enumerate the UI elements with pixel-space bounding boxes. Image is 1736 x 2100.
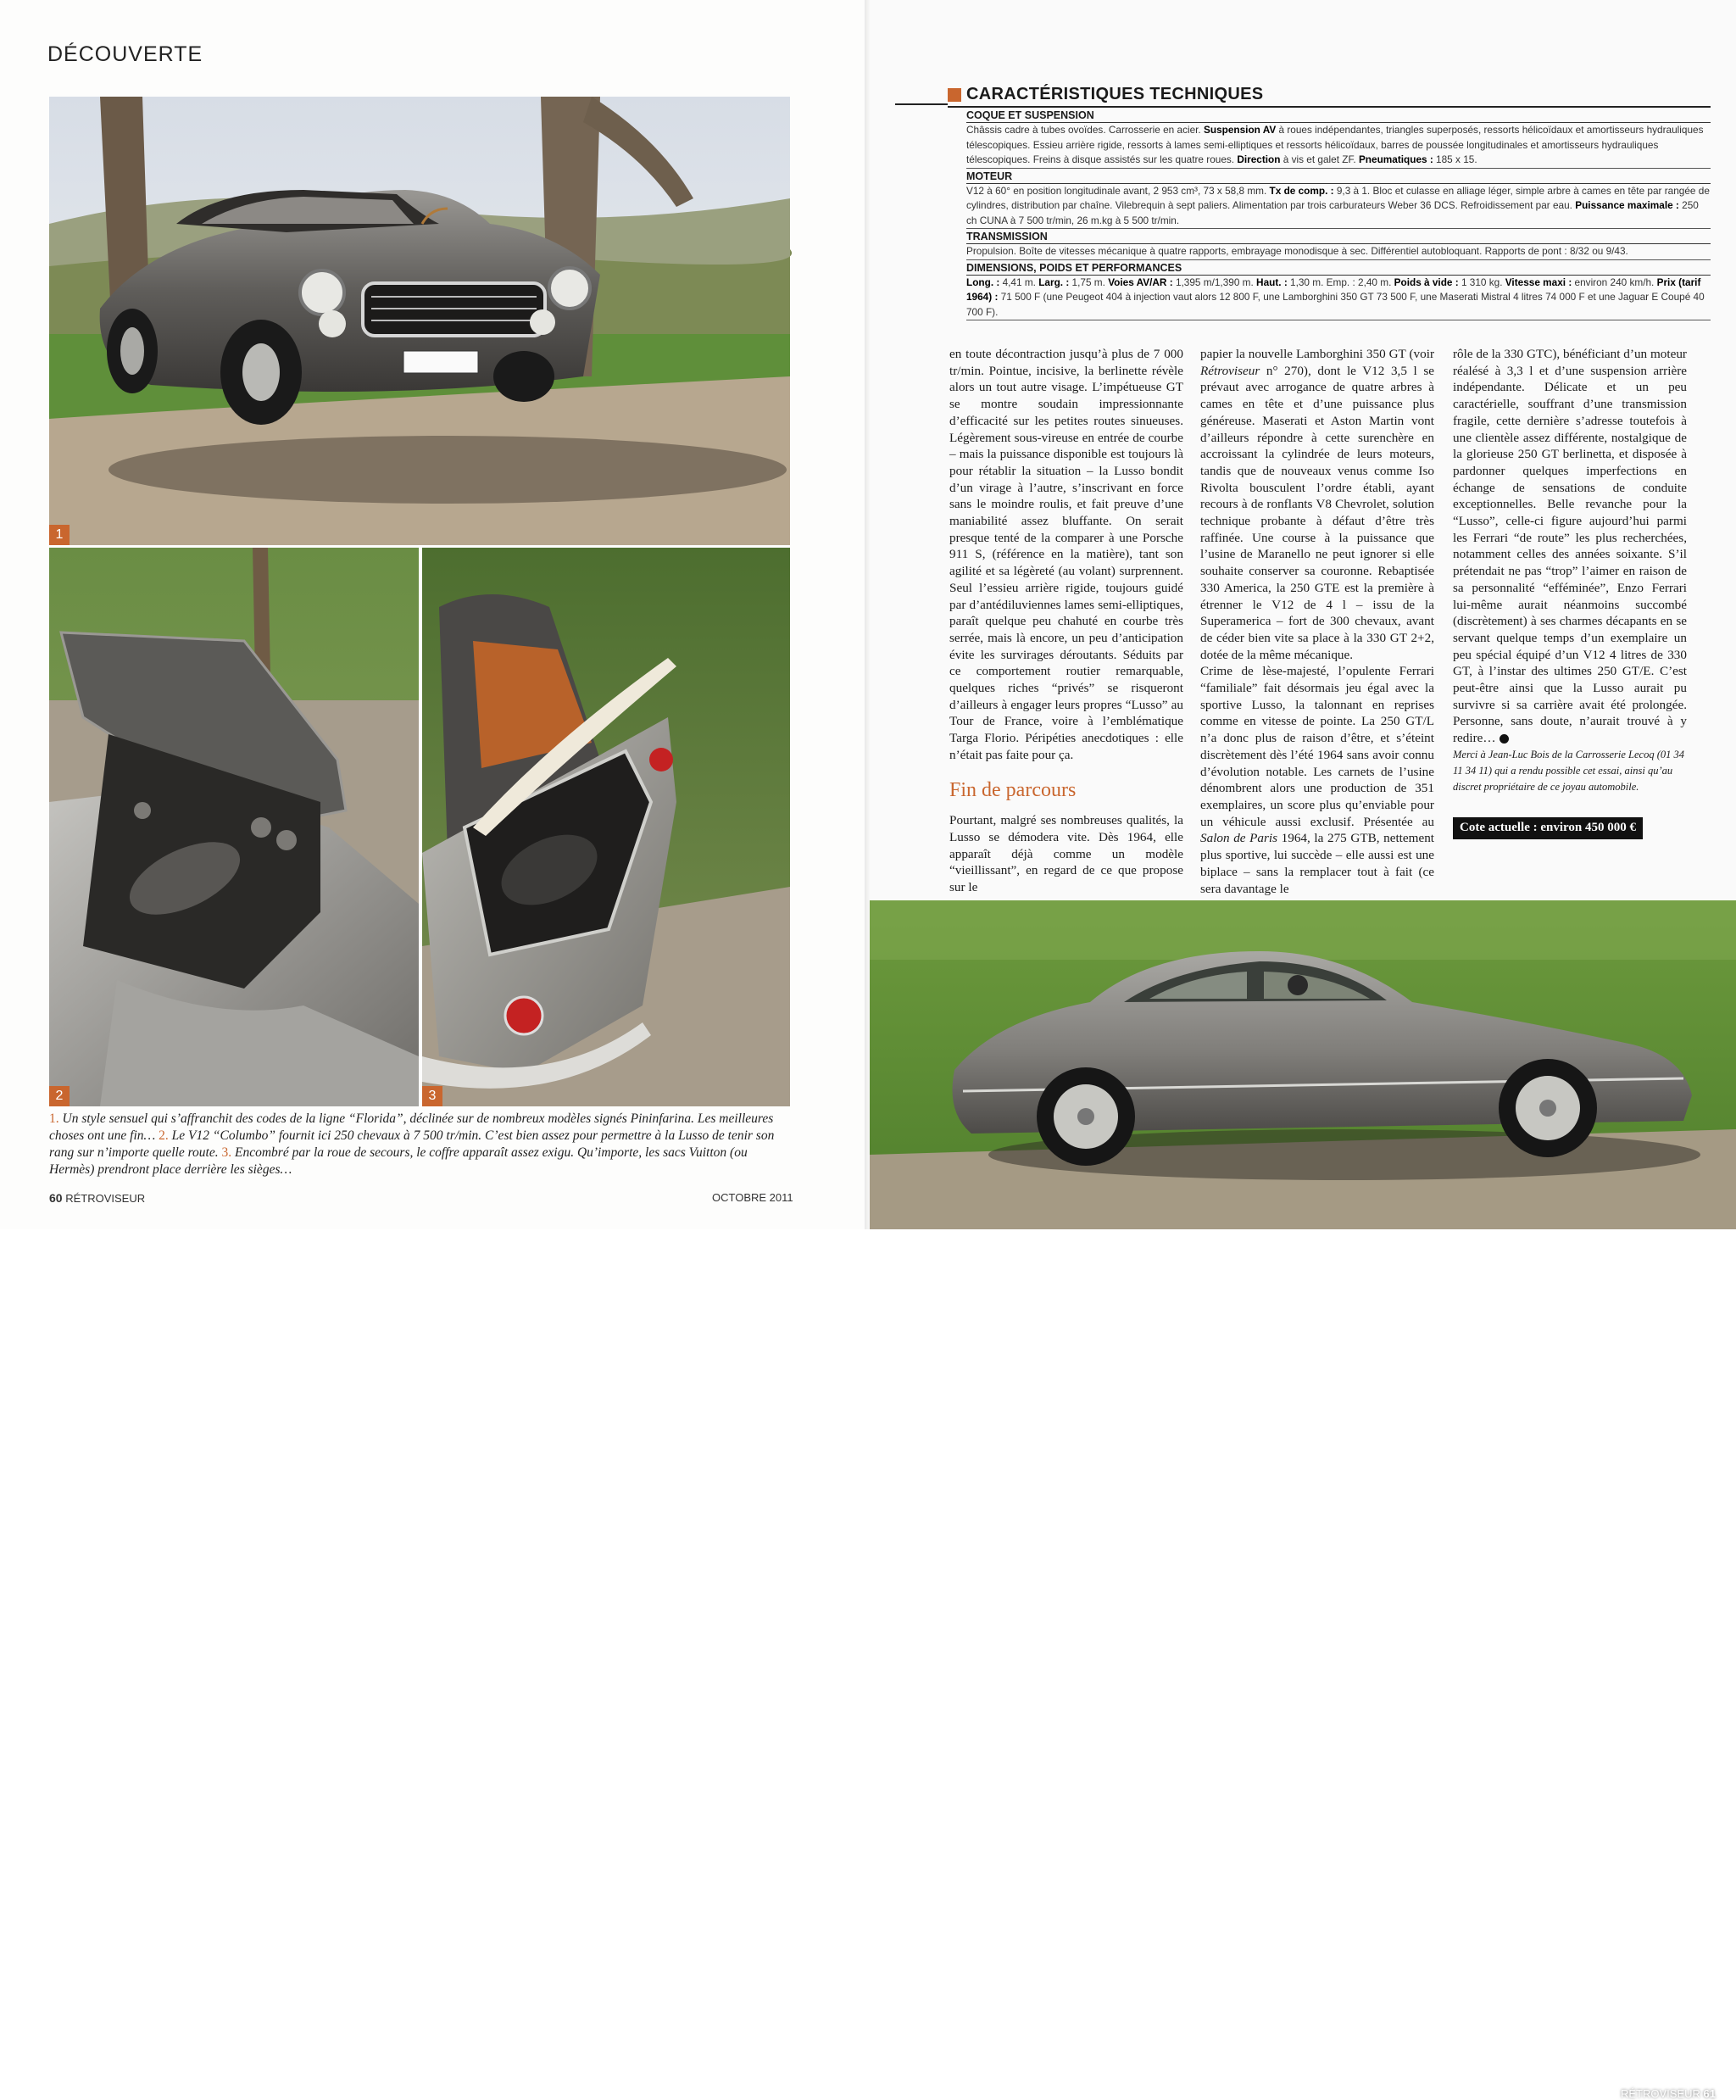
article-paragraph: Pourtant, malgré ses nombreuses qualités, la Lusso se démodera vite. Dès 1964, elle apparaît déjà comme un modèle “vieillissant”, en regard de ce que propose sur le <box>949 813 1183 895</box>
spec-rule <box>895 103 948 105</box>
spec-heading-coque: COQUE ET SUSPENSION <box>966 108 1711 123</box>
photo-car-front <box>49 97 790 545</box>
spec-text-coque: Châssis cadre à tubes ovoïdes. Carrosserie en acier. Suspension AV à roues indépendantes, triangles superposés, ressorts hélicoïdaux et amortisseurs hydrauliques télescopiques. Essieu arrière rigide, ressorts à lames semi-elliptiques et ressorts hélicoïdaux, barres de poussée longitudinales et amortisseurs hydrauliques télescopiques. Freins à disque assistés sur les quatre roues. Direction à vis et galet ZF. Pneumatiques : 185 x 15. <box>966 123 1711 169</box>
magazine-name: RÉTROVISEUR <box>1621 2087 1700 2100</box>
spec-text-moteur: V12 à 60° en position longitudinale avant, 2 953 cm³, 73 x 58,8 mm. Tx de comp. : 9,3 à 1. Bloc et culasse en alliage léger, simple arbre à cames en tête par rangée de cylindres, distribution par chaîne. Vilebrequin à sept paliers. Alimentation par trois carburateurs Weber 36 DCS. Refroidissement par eau. Puissance maximale : 250 ch CUNA à 7 500 tr/min, 26 m.kg à 5 500 tr/min. <box>966 184 1711 230</box>
caption-number: 3. <box>221 1145 232 1160</box>
spec-heading-dimensions: DIMENSIONS, POIDS ET PERFORMANCES <box>966 260 1711 276</box>
article-paragraph: Crime de lèse-majesté, l’opulente Ferrari “familiale” fait désormais jeu égal avec la sportive Lusso, la talonnant en reprises comme en vitesse de pointe. La 250 GT/L n’a donc plus de raison d’être, et s’éteint discrètement dès l’été 1964 sans avoir connu d’évolution notable. Les carnets de l’usine dénombrent alors une production de 351 exemplaires, un score plus qu’enviable pour un véhicule aussi exclusif. Présentée au Salon de Paris 1964, la 275 GTB, nettement plus sportive, lui succède – elle aussi est une biplace – sans la remplacer tout à fait (ce sera davantage le <box>1200 664 1435 896</box>
issue-date: OCTOBRE 2011 <box>712 1191 793 1204</box>
caption-text: Un style sensuel qui s’affranchit des codes de la ligne “Florida”, déclinée sur de nombreux modèles signés Pininfarina. Les meilleures choses ont une fin… <box>49 1111 774 1143</box>
spec-header <box>948 85 1711 108</box>
current-value-badge: Cote actuelle : environ 450 000 € <box>1453 817 1643 839</box>
caption-text: Encombré par la roue de secours, le coffre apparaît assez exigu. Qu’importe, les sacs Vuitton (ou Hermès) prendront place derrière les sièges… <box>49 1145 748 1177</box>
spec-heading-transmission: TRANSMISSION <box>966 229 1711 244</box>
caption-text: Le V12 “Columbo” fournit ici 250 chevaux à 7 500 tr/min. C’est bien assez pour permettre à la Lusso de tenir son rang sur n’importe quelle route. <box>49 1128 775 1160</box>
folio-right <box>1621 2087 1716 2100</box>
photo-number: 1 <box>49 525 70 545</box>
spec-title: CARACTÉRISTIQUES TECHNIQUES <box>966 85 1264 103</box>
folio-left <box>49 1191 145 1205</box>
spec-heading-moteur: MOTEUR <box>966 169 1711 184</box>
article-paragraph: papier la nouvelle Lamborghini 350 GT (voir Rétroviseur n° 270), dont le V12 3,5 l se prévaut avec arrogance de quatre arbres à cames en tête et d’une puissance plus généreuse. Maserati et Aston Martin vont d’ailleurs répondre à cette surenchère en accroissant la cylindrée de leurs moteurs, tandis que de nouveaux venus comme Iso Rivolta bousculent l’ordre établi, ayant recours à de ronflants V8 Chevrolet, solution technique probante à défaut d’être très raffinée. Une course à la puissance que l’usine de Maranello ne peut ignorer si elle souhaite conserver sa couronne. Rebaptisée 330 America, la 250 GTE est la première à étrenner le V12 de 4 l – issu de la Superamerica – fort de 300 chevaux, avant de céder bien vite sa place à la 330 GT 2+2, dotée de la même mécanique. <box>1200 347 1434 662</box>
photo-car-side <box>870 900 1736 2100</box>
spec-text-transmission: Propulsion. Boîte de vitesses mécanique à quatre rapports, embrayage monodisque à sec. Différentiel autobloquant. Rapports de pont : 8/32 ou 9/43. <box>966 244 1711 260</box>
left-page <box>0 0 870 1229</box>
photo-trunk <box>422 548 790 1106</box>
end-mark-icon <box>1500 734 1509 744</box>
photo-number: 2 <box>49 1086 70 1106</box>
article-column-1 <box>949 346 1183 896</box>
article-paragraph: rôle de la 330 GTC), bénéficiant d’un moteur réalésé à 3,3 l et d’une suspension arrière indépendante. Délicate et un peu caractérielle, souffrant d’une transmission fragile, cette dernière s’adresse toutefois à une clientèle assez différente, nostalgique de la glorieuse 250 GT berlinetta, et disposée à pardonner quelques imperfections en échange de sensations de conduite exceptionnelles. Belle revanche pour la “Lusso”, celle-ci figure aujourd’hui parmi les Ferrari “de route” les plus recherchées, notamment celles des années soixante. S’il prétendait ne pas “trop” l’aimer en raison de sa personnalité “efféminée”, Enzo Ferrari lui-même aurait néanmoins succombé (discrètement) à ses charmes décapants en se servant quelque temps d’un exemplaire un peu spécial équipé d’un V12 4 litres de 330 GT, à l’instar des ultimes 250 GT/E. C’est peut-être ainsi que la Lusso aurait pu survivre si sa carrière avait été prolongée. Personne, sans doute, n’aurait trouvé à y redire… <box>1453 347 1687 746</box>
page-number: 60 <box>49 1191 63 1205</box>
accent-square-icon <box>948 88 961 102</box>
spec-text-dimensions: Long. : 4,41 m. Larg. : 1,75 m. Voies AV/AR : 1,395 m/1,390 m. Haut. : 1,30 m. Emp. : 2,40 m. Poids à vide : 1 310 kg. Vitesse maxi : environ 240 km/h. Prix (tarif 1964) : 71 500 F (une Peugeot 404 à injection vaut alors 12 800 F, une Lamborghini 350 GT 73 500 F, une Maserati Mistral 4 litres 74 000 F et une Jaguar E Coupé 40 700 F). <box>966 276 1711 321</box>
spec-box <box>948 85 1711 320</box>
caption-number: 1. <box>49 1111 59 1126</box>
section-label: DÉCOUVERTE <box>47 42 203 66</box>
photo-caption <box>49 1111 790 1178</box>
caption-number: 2. <box>159 1128 169 1143</box>
article-subheading: Fin de parcours <box>949 778 1077 801</box>
page-number: 61 <box>1703 2087 1716 2100</box>
article-column-3 <box>1453 346 1687 839</box>
photo-engine-bay <box>49 548 419 1106</box>
acknowledgement: Merci à Jean-Luc Bois de la Carrosserie Lecoq (01 34 11 34 11) qui a rendu possible cet essai, ainsi qu’au discret propriétaire de ce joyau automobile. <box>1453 748 1684 793</box>
article-column-2 <box>1200 346 1434 897</box>
magazine-name: RÉTROVISEUR <box>65 1192 146 1205</box>
photo-number: 3 <box>422 1086 442 1106</box>
article-paragraph: en toute décontraction jusqu’à plus de 7 000 tr/min. Pointue, incisive, la berlinette révèle alors un tout autre visage. L’impétueuse GT se montre soudain impressionnante d’efficacité sur les petites routes sinueuses. Légèrement sous-vireuse en entrée de courbe – mais la puissance disponible est toujours là pour rétablir la situation – la Lusso bondit d’un virage à l’autre, s’inscrivant en force sans le moindre roulis, et fait preuve d’une maniabilité assez bluffante. On serait presque tenté de la comparer à une Porsche 911 S, (référence en la matière), tant son agilité et sa légèreté (au volant) surprennent. Seul l’essieu arrière rigide, toujours guidé par d’antédiluviennes lames semi-elliptiques, paraît quelque peu chahuté en courbe très serrée, mais là encore, un peu d’anticipation évite les survirages déroutants. Séduits par ce comportement routier remarquable, quelques riches “privés” se risqueront d’ailleurs à engager leurs propres “Lusso” au Tour de France, voire à l’emblématique Targa Florio. Péripéties anecdotiques : elle n’était pas faite pour ça. <box>949 347 1183 762</box>
